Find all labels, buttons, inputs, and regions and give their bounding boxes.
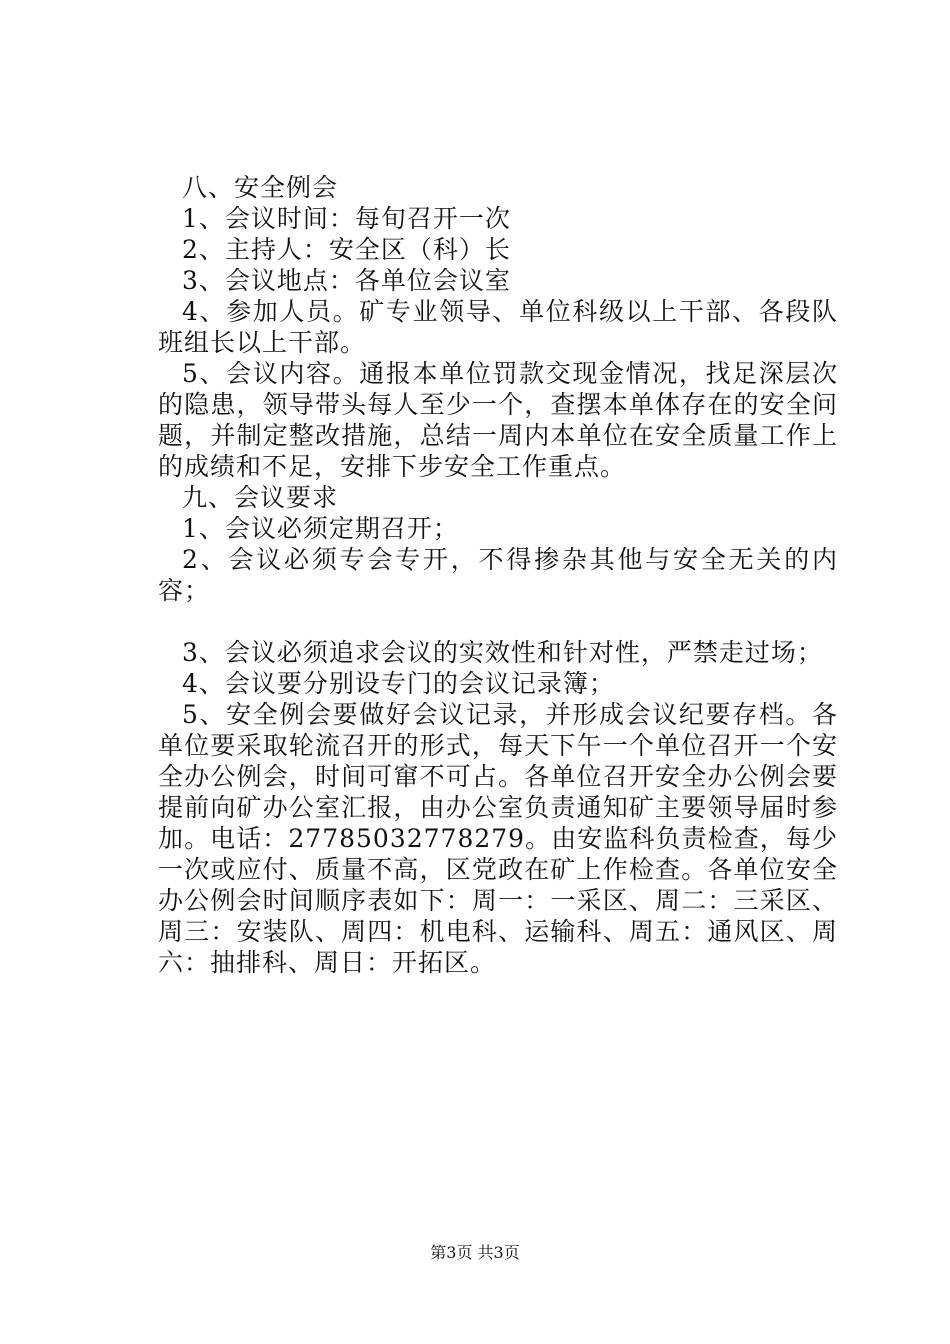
meeting-location-item: 3、会议地点：各单位会议室 xyxy=(182,266,511,295)
meeting-attendees-item: 4、参加人员。矿专业领导、单位科级以上干部、各段队班组长以上干部。 xyxy=(158,297,838,357)
requirement-item-5: 5、安全例会要做好会议记录，并形成会议纪要存档。各单位要采取轮流召开的形式，每天下午一个单位召开一个安全办公例会，时间可窜不可占。各单位召开安全办公例会要提前向矿办公室汇报，由办公室负责通知矿主要领导届时参加。电话：27785032778279。由安监科负责检查，每少一次或应付、质量不高，区党政在矿上作检查。各单位安全办公例会时间顺序表如下：周一：一采区、周二：三采区、周三：安装队、周四：机电科、运输科、周五：通风区、周六：抽排科、周日：开拓区。 xyxy=(158,700,838,977)
section-heading-meeting-requirements: 九、会议要求 xyxy=(182,483,339,512)
meeting-content-item: 5、会议内容。通报本单位罚款交现金情况，找足深层次的隐患，领导带头每人至少一个，查摆本单体存在的安全问题，并制定整改措施，总结一周内本单位在安全质量工作上的成绩和不足，安排下步安全工作重点。 xyxy=(158,359,838,481)
meeting-host-item: 2、主持人：安全区（科）长 xyxy=(182,235,511,264)
requirement-item-2: 2、会议必须专会专开，不得掺杂其他与安全无关的内容； xyxy=(158,545,838,605)
document-body xyxy=(158,172,838,978)
section-heading-safety-meeting: 八、安全例会 xyxy=(182,173,339,202)
paragraph-gap xyxy=(158,606,838,637)
meeting-time-item: 1、会议时间：每旬召开一次 xyxy=(182,204,511,233)
page-footer xyxy=(0,1243,950,1263)
requirement-item-4: 4、会议要分别设专门的会议记录簿； xyxy=(182,669,615,698)
requirement-item-3: 3、会议必须追求会议的实效性和针对性，严禁走过场； xyxy=(182,638,823,667)
page-number-label: 第3页 共3页 xyxy=(430,1243,520,1262)
requirement-item-1: 1、会议必须定期召开； xyxy=(182,514,459,543)
